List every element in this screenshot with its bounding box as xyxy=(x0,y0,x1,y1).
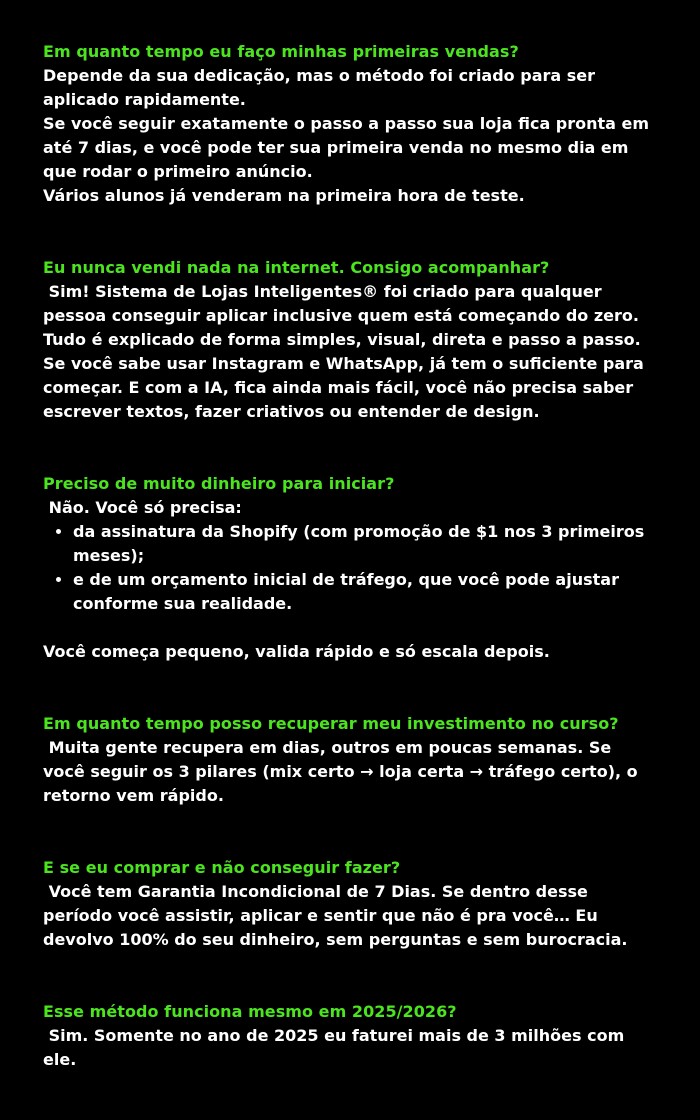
faq-item xyxy=(43,1000,658,1072)
faq-question: E se eu comprar e não conseguir fazer? xyxy=(43,858,401,877)
answer-line: Vários alunos já venderam na primeira hora de teste. xyxy=(43,186,525,205)
answer-line: Sim. Somente no ano de 2025 eu faturei mais de 3 milhões com ele. xyxy=(43,1026,630,1069)
faq-item xyxy=(43,856,658,952)
answer-closing: Você começa pequeno, valida rápido e só escala depois. xyxy=(43,642,550,661)
faq-question: Em quanto tempo eu faço minhas primeiras vendas? xyxy=(43,42,519,61)
answer-line: Tudo é explicado de forma simples, visual, direta e passo a passo. xyxy=(43,330,641,349)
answer-line: Se você sabe usar Instagram e WhatsApp, já tem o suficiente para começar. E com a IA, fica ainda mais fácil, você não precisa saber escrever textos, fazer criativos ou entender de design. xyxy=(43,354,644,421)
spacer xyxy=(43,616,658,640)
answer-line: Muita gente recupera em dias, outros em poucas semanas. Se você seguir os 3 pilares (mix certo → loja certa → tráfego certo), o retorno vem rápido. xyxy=(43,738,644,805)
answer-intro: Não. Você só precisa: xyxy=(43,498,242,517)
faq-answer xyxy=(43,280,658,424)
bullet-list xyxy=(43,520,658,616)
answer-line: Depende da sua dedicação, mas o método foi criado para ser aplicado rapidamente. xyxy=(43,66,596,109)
faq-answer xyxy=(43,1024,658,1072)
faq-item xyxy=(43,472,658,664)
faq-question: Em quanto tempo posso recuperar meu investimento no curso? xyxy=(43,714,619,733)
faq-item xyxy=(43,40,658,208)
faq-question: Eu nunca vendi nada na internet. Consigo acompanhar? xyxy=(43,258,550,277)
faq-question: Preciso de muito dinheiro para iniciar? xyxy=(43,474,395,493)
bullet-item: • da assinatura da Shopify (com promoção de $1 nos 3 primeiros meses); xyxy=(73,520,658,568)
faq-answer xyxy=(43,64,658,208)
answer-line: Sim! Sistema de Lojas Inteligentes® foi criado para qualquer pessoa conseguir aplicar inclusive quem está começando do zero. xyxy=(43,282,639,325)
bullet-item: • e de um orçamento inicial de tráfego, que você pode ajustar conforme sua realidade. xyxy=(73,568,658,616)
faq-answer xyxy=(43,736,658,808)
faq-item xyxy=(43,712,658,808)
faq-question: Esse método funciona mesmo em 2025/2026? xyxy=(43,1002,457,1021)
answer-line: Se você seguir exatamente o passo a passo sua loja fica pronta em até 7 dias, e você pode ter sua primeira venda no mesmo dia em que rodar o primeiro anúncio. xyxy=(43,114,650,181)
faq-answer xyxy=(43,880,658,952)
faq-answer xyxy=(43,496,658,664)
faq-item xyxy=(43,256,658,424)
answer-line: Você tem Garantia Incondicional de 7 Dias. Se dentro desse período você assistir, aplicar e sentir que não é pra você… Eu devolvo 100% do seu dinheiro, sem perguntas e sem burocracia. xyxy=(43,882,628,949)
